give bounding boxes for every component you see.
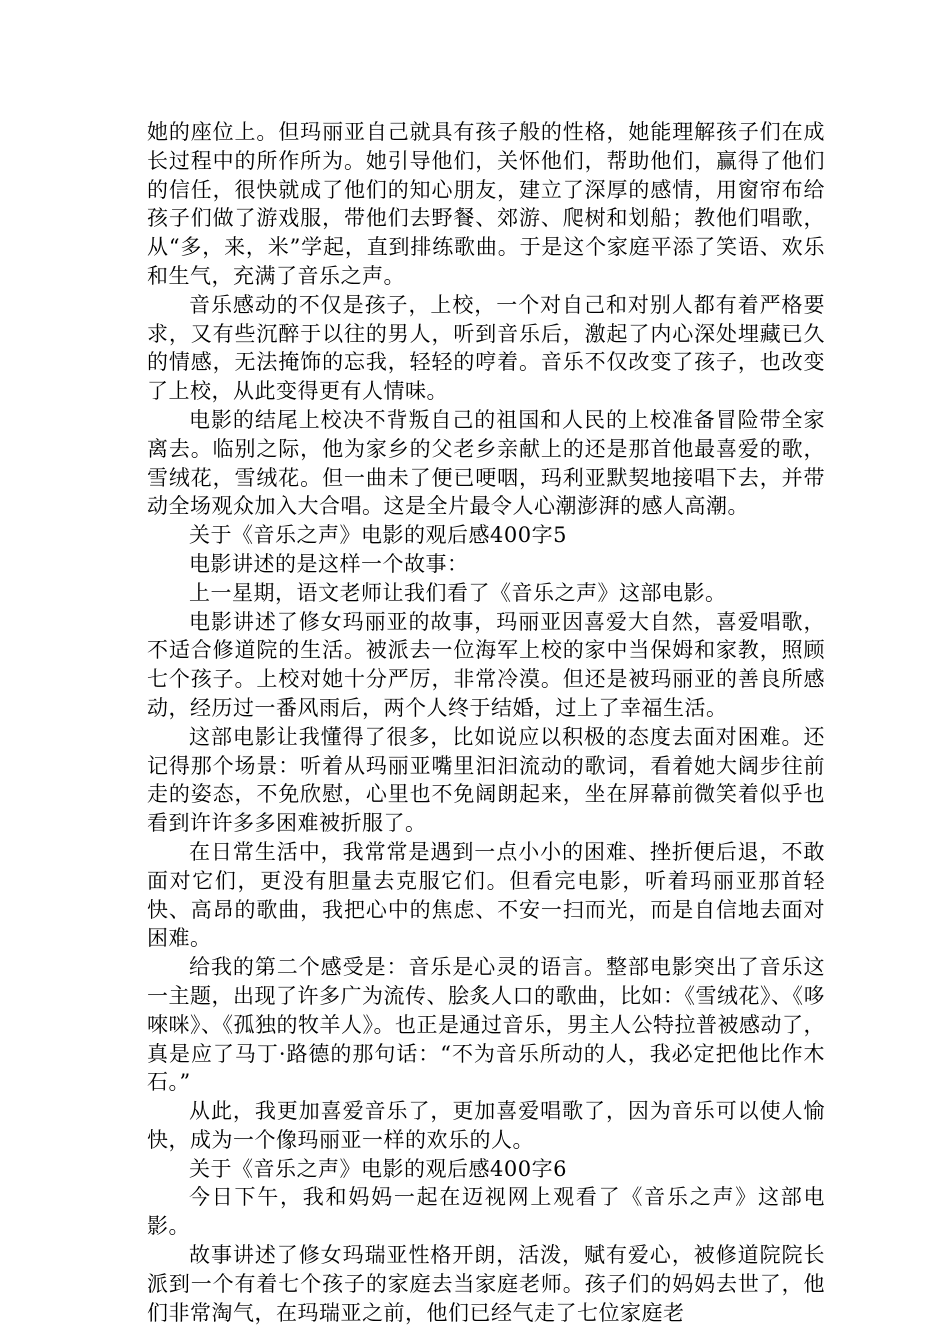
paragraph: 这部电影让我懂得了很多，比如说应以积极的态度去面对困难。还记得那个场景：听着从玛丽亚嘴里汩汩流动的歌词，看着她大阔步往前走的姿态，不免欣慰，心里也不免阔朗起来，坐在屏幕前微笑着似乎也看到许许多多困难被折服了。 [147,724,825,836]
document-page [147,118,825,1327]
paragraph: 给我的第二个感受是：音乐是心灵的语言。整部电影突出了音乐这一主题，出现了许多广为流传、脍炙人口的歌曲，比如：《雪绒花》、《哆唻咪》、《孤独的牧羊人》。也正是通过音乐，男主人公特拉普被感动了，真是应了马丁·路德的那句话：“不为音乐所动的人，我必定把他比作木石。” [147,955,825,1095]
paragraph: 上一星期，语文老师让我们看了《音乐之声》这部电影。 [189,580,727,605]
paragraph: 从此，我更加喜爱音乐了，更加喜爱唱歌了，因为音乐可以使人愉快，成为一个像玛丽亚一样的欢乐的人。 [147,1099,825,1152]
paragraph: 音乐感动的不仅是孩子，上校，一个对自己和对别人都有着严格要求，又有些沉醉于以往的男人，听到音乐后，激起了内心深处埋藏已久的情感，无法掩饰的忘我，轻轻的哼着。音乐不仅改变了孩子，也改变了上校，从此变得更有人情味。 [147,292,825,404]
section-heading: 关于《音乐之声》电影的观后感400字6 [189,1156,567,1181]
paragraph: 电影的结尾上校决不背叛自己的祖国和人民的上校准备冒险带全家离去。临别之际，他为家乡的父老乡亲献上的还是那首他最喜爱的歌，雪绒花，雪绒花。但一曲未了便已哽咽，玛利亚默契地接唱下去，并带动全场观众加入大合唱。这是全片最令人心潮澎湃的感人高潮。 [147,407,825,519]
paragraph: 电影讲述了修女玛丽亚的故事，玛丽亚因喜爱大自然，喜爱唱歌，不适合修道院的生活。被派去一位海军上校的家中当保姆和家教，照顾七个孩子。上校对她十分严厉，非常冷漠。但还是被玛丽亚的善良所感动，经历过一番风雨后，两个人终于结婚，过上了幸福生活。 [147,609,825,720]
paragraph: 故事讲述了修女玛瑞亚性格开朗，活泼，赋有爱心，被修道院院长派到一个有着七个孩子的家庭去当家庭老师。孩子们的妈妈去世了，他们非常淘气，在玛瑞亚之前，他们已经气走了七位家庭老 [147,1243,825,1325]
paragraph: 今日下午，我和妈妈一起在迈视网上观看了《音乐之声》这部电影。 [147,1185,825,1239]
paragraph: 她的座位上。但玛丽亚自己就具有孩子般的性格，她能理解孩子们在成长过程中的所作所为。她引导他们，关怀他们，帮助他们，赢得了他们的信任，很快就成了他们的知心朋友，建立了深厚的感情，用窗帘布给孩子们做了游戏服，带他们去野餐、郊游、爬树和划船；教他们唱歌，从“多，来，米”学起，直到排练歌曲。于是这个家庭平添了笑语、欢乐和生气，充满了音乐之声。 [147,120,825,288]
paragraph: 在日常生活中，我常常是遇到一点小小的困难、挫折便后退，不敢面对它们，更没有胆量去克服它们。但看完电影，听着玛丽亚那首轻快、高昂的歌曲，我把心中的焦虑、不安一扫而光，而是自信地去面对困难。 [147,839,825,951]
paragraph: 电影讲述的是这样一个故事： [189,551,469,576]
section-heading: 关于《音乐之声》电影的观后感400字5 [189,523,567,548]
